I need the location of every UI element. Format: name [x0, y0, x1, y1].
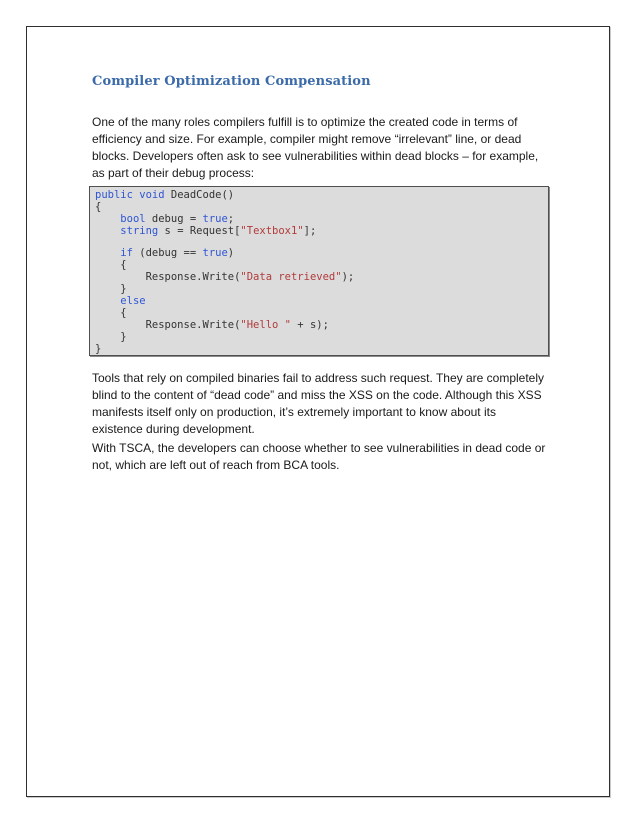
code-text: debug =	[145, 213, 203, 225]
code-keyword: bool	[120, 213, 146, 225]
code-line-10: {	[95, 307, 127, 319]
code-line-11	[95, 319, 543, 331]
code-text: )	[227, 247, 235, 259]
code-keyword: if	[120, 247, 133, 259]
code-text: Response.Write(	[145, 319, 241, 331]
code-line-3	[95, 213, 543, 225]
code-text: (debug ==	[132, 247, 203, 259]
code-line-5	[95, 247, 543, 259]
code-keyword: public	[95, 189, 133, 201]
code-block	[89, 186, 549, 356]
code-line-1	[95, 189, 543, 201]
section-heading: Compiler Optimization Compensation	[92, 74, 371, 89]
code-line-6: {	[95, 259, 127, 271]
code-string: "Textbox1"	[240, 225, 304, 237]
code-indent	[95, 225, 120, 237]
code-text: );	[341, 271, 355, 283]
code-indent	[95, 319, 146, 331]
code-indent	[95, 247, 120, 259]
code-text: + s);	[290, 319, 329, 331]
code-indent	[95, 213, 120, 225]
code-text: Response.Write(	[145, 271, 241, 283]
code-keyword: void	[139, 189, 165, 201]
code-text: ];	[303, 225, 317, 237]
code-string: "Hello "	[240, 319, 291, 331]
code-keyword: else	[120, 295, 146, 307]
code-line-8: }	[95, 283, 127, 295]
intro-paragraph: One of the many roles compilers fulfill is to optimize the created code in terms of efficiency and size. For example, compiler might remove “irrelevant” line, or dead blocks. Developers often ask to see vulnerabilities within dead blocks – for example, as part of their debug process:	[92, 115, 539, 180]
code-keyword: true	[202, 213, 228, 225]
code-line-2: {	[95, 201, 102, 213]
tools-paragraph: Tools that rely on compiled binaries fail to address such request. They are completely blind to the content of “dead code” and miss the XSS on the code. Although this XSS manifests itself only on production, it’s extremely important to know about its existence during development.	[92, 371, 545, 436]
code-line-9	[95, 295, 543, 307]
code-text: ;	[227, 213, 235, 225]
code-line-12: }	[95, 331, 127, 343]
code-blank-line	[95, 237, 543, 247]
tsca-paragraph: With TSCA, the developers can choose whether to see vulnerabilities in dead code or not, which are left out of reach from BCA tools.	[92, 441, 546, 472]
code-indent	[95, 271, 146, 283]
code-keyword: string	[120, 225, 159, 237]
code-line-13: }	[95, 343, 102, 355]
code-text: DeadCode()	[164, 189, 235, 201]
code-line-7	[95, 271, 543, 283]
code-indent	[95, 295, 120, 307]
code-text: s = Request[	[158, 225, 241, 237]
code-keyword: true	[202, 247, 228, 259]
code-line-4	[95, 225, 543, 237]
code-string: "Data retrieved"	[240, 271, 342, 283]
